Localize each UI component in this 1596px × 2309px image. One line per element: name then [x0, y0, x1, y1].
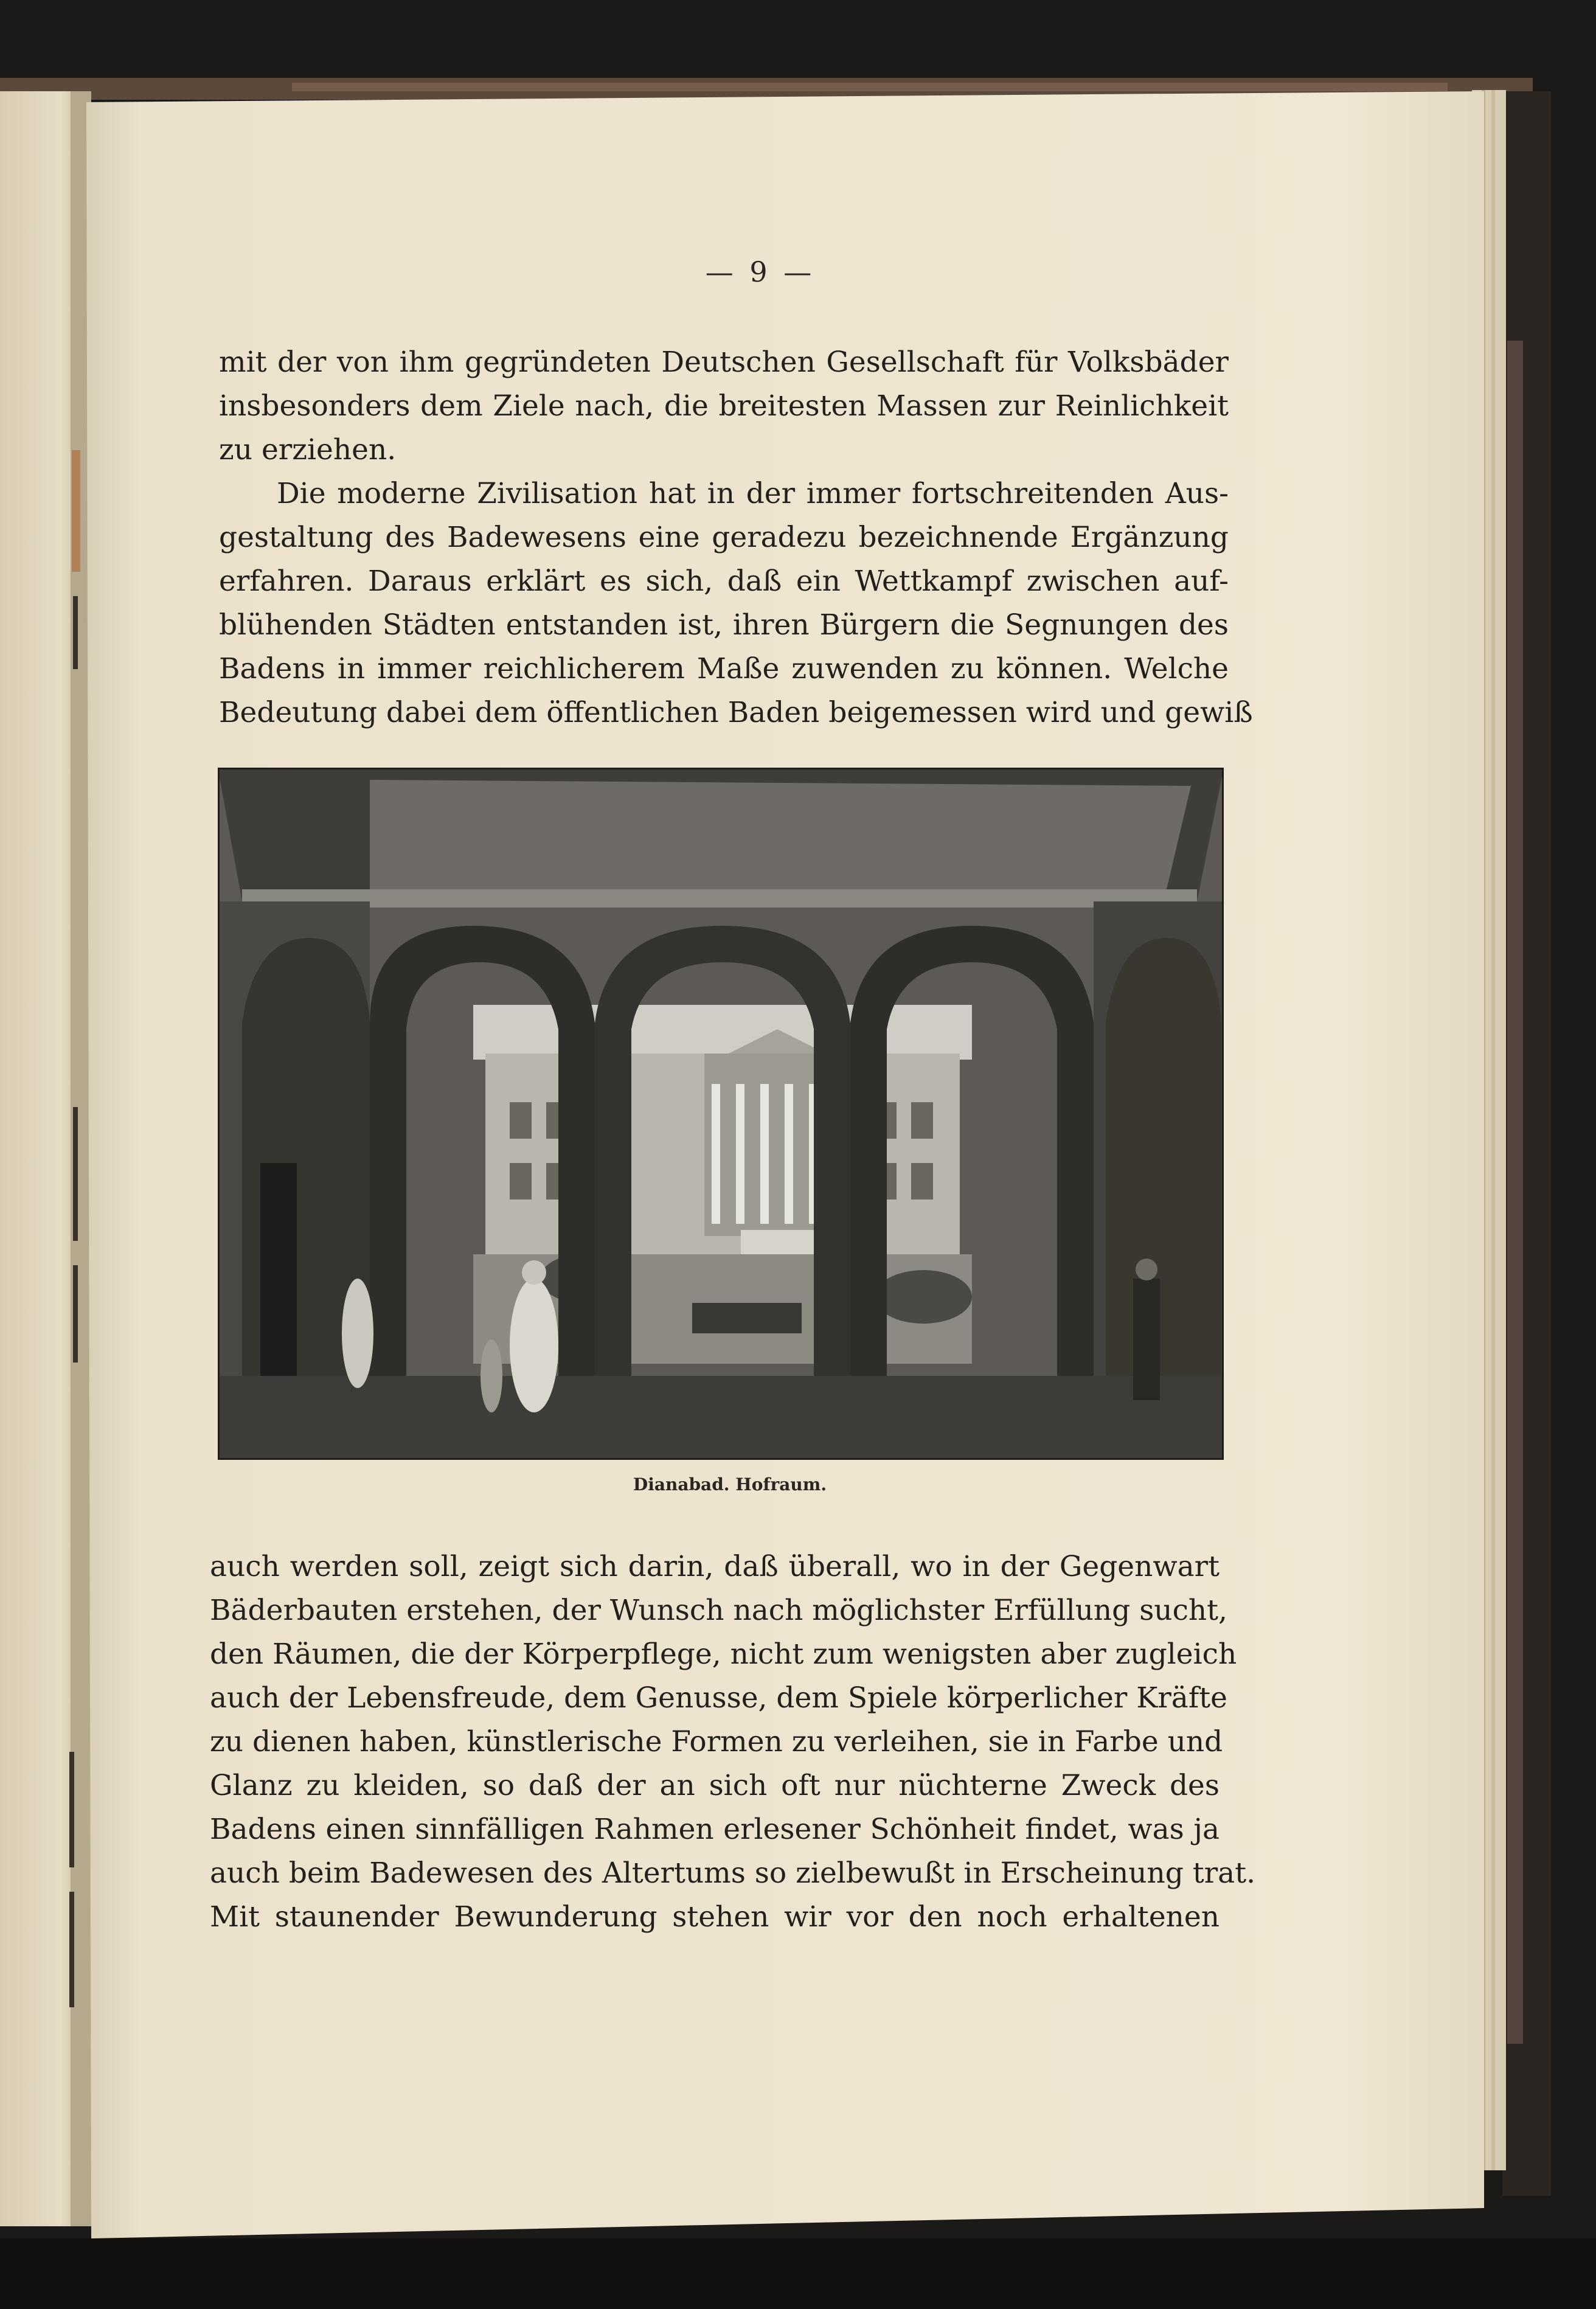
text-line: auch der Lebensfreude, dem Genusse, dem Spiele körperlicher Kräfte [210, 1681, 1227, 1715]
text-line: Die moderne Zivilisation hat in der immer fortschreitenden Aus- [277, 477, 1229, 510]
text-line: blühenden Städten entstanden ist, ihren Bürgern die Segnungen des [219, 608, 1229, 642]
courtyard-engraving-image [218, 768, 1224, 1460]
text-line: auch beim Badewesen des Altertums so zielbewußt in Erscheinung trat. [210, 1856, 1256, 1890]
text-line: insbesonders dem Ziele nach, die breitesten Massen zur Reinlichkeit [219, 389, 1229, 423]
text-line: Badens einen sinnfälligen Rahmen erlesener Schönheit findet, was ja [210, 1813, 1220, 1846]
text-line: mit der von ihm gegründeten Deutschen Gesellschaft für Volksbäder [219, 345, 1229, 379]
page-number: — 9 — [705, 255, 816, 288]
body-text-bottom [210, 1545, 1256, 1939]
text-line: gestaltung des Badewesens eine geradezu bezeichnende Ergänzung [219, 521, 1229, 554]
text-line: zu dienen haben, künstlerische Formen zu verleihen, sie in Farbe und [210, 1725, 1223, 1759]
text-line: Glanz zu kleiden, so daß der an sich oft nur nüchterne Zweck des [210, 1769, 1220, 1802]
text-line: Bäderbauten erstehen, der Wunsch nach möglichster Erfüllung sucht, [210, 1594, 1227, 1627]
text-line: auch werden soll, zeigt sich darin, daß überall, wo in der Gegenwart [210, 1550, 1220, 1583]
figure-caption: Dianabad. Hofraum. [633, 1474, 827, 1495]
text-line: den Räumen, die der Körperpflege, nicht zum wenigsten aber zugleich [210, 1637, 1237, 1671]
text-line: Bedeutung dabei dem öffentlichen Baden beigemessen wird und gewiß [219, 696, 1253, 729]
text-line: zu erziehen. [219, 433, 397, 467]
text-line: Mit staunender Bewunderung stehen wir vor den noch erhaltenen [210, 1900, 1220, 1934]
text-line: erfahren. Daraus erklärt es sich, daß ein Wettkampf zwischen auf- [219, 564, 1229, 598]
body-text-top [219, 341, 1253, 735]
text-line: Badens in immer reichlicherem Maße zuwenden zu können. Welche [219, 652, 1229, 686]
